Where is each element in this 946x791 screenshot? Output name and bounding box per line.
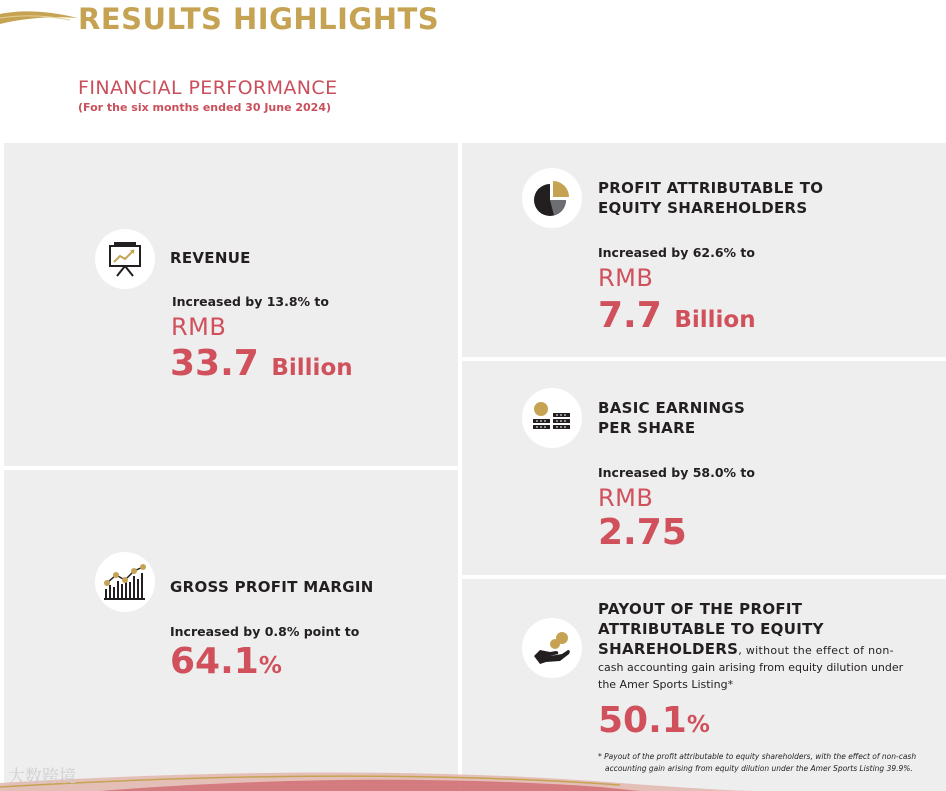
revenue-change: Increased by 13.8% to bbox=[172, 294, 329, 309]
revenue-icon-circle bbox=[95, 229, 155, 289]
revenue-unit: Billion bbox=[271, 355, 353, 381]
eps-icon-circle bbox=[522, 388, 582, 448]
payout-label bbox=[598, 599, 894, 659]
payout-label-line2: ATTRIBUTABLE TO EQUITY bbox=[598, 620, 824, 638]
profit-unit: Billion bbox=[674, 307, 756, 333]
revenue-value: 33.7 bbox=[170, 343, 259, 384]
revenue-label: REVENUE bbox=[170, 249, 251, 267]
payout-unit: % bbox=[686, 712, 710, 738]
watermark: 大数跨境 bbox=[8, 767, 76, 787]
pie-chart-icon bbox=[534, 180, 570, 216]
bar-line-chart-icon bbox=[103, 563, 147, 601]
payout-label-line1: PAYOUT OF THE PROFIT bbox=[598, 600, 803, 618]
bottom-wave-decoration bbox=[0, 761, 946, 791]
profit-currency: RMB bbox=[598, 264, 654, 292]
eps-currency: RMB bbox=[598, 484, 654, 512]
payout-value: 50.1 bbox=[598, 700, 687, 741]
payout-label-line3: SHAREHOLDERS bbox=[598, 640, 739, 658]
payout-desc-line3: the Amer Sports Listing* bbox=[598, 678, 734, 691]
section-title: FINANCIAL PERFORMANCE bbox=[78, 77, 338, 99]
profit-value-line bbox=[598, 296, 756, 340]
gpm-value-line bbox=[170, 642, 282, 686]
gpm-value: 64.1 bbox=[170, 641, 259, 682]
payout-icon-circle bbox=[522, 618, 582, 678]
eps-change: Increased by 58.0% to bbox=[598, 465, 755, 480]
profit-label bbox=[598, 178, 823, 218]
profit-change: Increased by 62.6% to bbox=[598, 245, 755, 260]
section-subtitle: (For the six months ended 30 June 2024) bbox=[78, 101, 331, 114]
payout-desc-line2: cash accounting gain arising from equity dilution under bbox=[598, 661, 904, 674]
payout-desc-inline: , without the effect of non- bbox=[738, 644, 894, 657]
payout-label-line3-wrap bbox=[598, 639, 894, 659]
page-title: RESULTS HIGHLIGHTS bbox=[78, 2, 440, 36]
profit-label-line2: EQUITY SHAREHOLDERS bbox=[598, 199, 808, 217]
eps-label-line2: PER SHARE bbox=[598, 419, 696, 437]
gpm-unit: % bbox=[258, 653, 282, 679]
payout-footnote-line2: accounting gain arising from equity dilution under the Amer Sports Listing 39.9%. bbox=[605, 764, 913, 773]
eps-label bbox=[598, 398, 745, 438]
profit-label-line1: PROFIT ATTRIBUTABLE TO bbox=[598, 179, 824, 197]
gpm-label: GROSS PROFIT MARGIN bbox=[170, 578, 374, 596]
payout-value-line bbox=[598, 701, 710, 745]
profit-value: 7.7 bbox=[598, 295, 662, 336]
eps-value: 2.75 bbox=[598, 512, 687, 553]
gold-swoosh-decoration bbox=[0, 0, 80, 34]
gpm-change: Increased by 0.8% point to bbox=[170, 624, 360, 639]
presentation-board-icon bbox=[106, 240, 144, 278]
eps-label-line1: BASIC EARNINGS bbox=[598, 399, 746, 417]
coins-stack-icon bbox=[532, 401, 572, 435]
payout-footnote-line1: * Payout of the profit attributable to equity shareholders, with the effect of non-cash bbox=[598, 752, 917, 761]
profit-icon-circle bbox=[522, 168, 582, 228]
hand-coins-icon bbox=[532, 630, 572, 666]
revenue-value-line bbox=[170, 344, 353, 388]
revenue-currency: RMB bbox=[171, 313, 227, 341]
gpm-icon-circle bbox=[95, 552, 155, 612]
